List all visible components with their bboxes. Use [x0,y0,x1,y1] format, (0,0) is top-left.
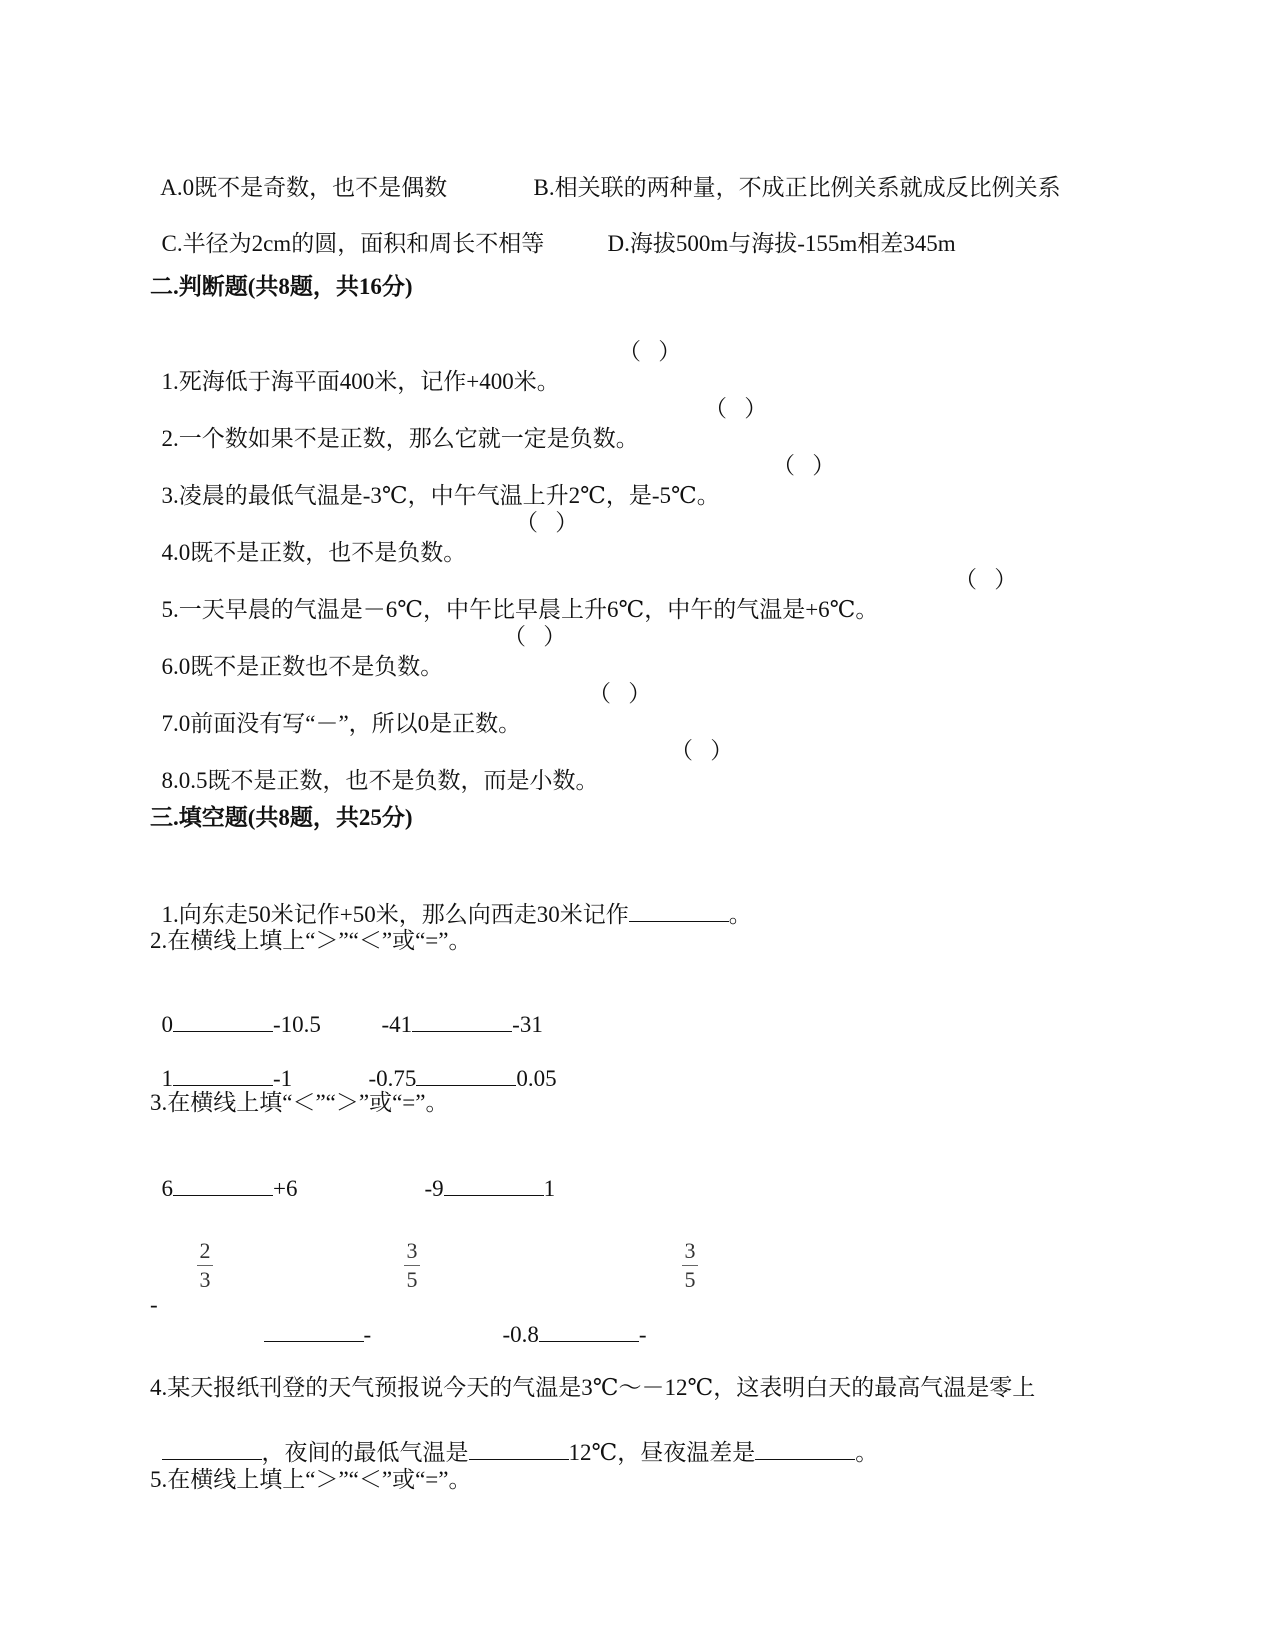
frac3-numerator: 3 [684,1238,696,1263]
section3-heading: 三.填空题(共8题，共25分) [150,805,413,830]
judge-paren-8[interactable]: （ ） [670,738,734,763]
judge-paren-3[interactable]: （ ） [772,453,836,478]
frac1-bar [197,1265,213,1266]
judge-item-8 [150,736,599,796]
judge-item-text: 6.0既不是正数也不是负数。 [161,654,444,679]
q4-mid2: 12℃，昼夜温差是 [568,1440,756,1465]
q2-r2b-right: 0.05 [516,1066,557,1091]
frac3-denominator: 5 [684,1267,696,1292]
judge-item-text: 8.0.5既不是正数，也不是负数，而是小数。 [161,768,599,793]
judge-paren-1[interactable]: （ ） [618,339,682,364]
judge-item-6 [150,622,443,682]
q3-r2b-blank[interactable] [539,1321,639,1342]
judge-item-5 [150,565,878,625]
q3-r1a-blank[interactable] [173,1175,273,1196]
fraction-two-thirds [197,1238,213,1293]
frac2-numerator: 3 [406,1238,418,1263]
q4-blank-2[interactable] [469,1439,569,1460]
q3-r2b-left: -0.8 [502,1322,539,1347]
judge-paren-4[interactable]: （ ） [515,510,579,535]
fill-q1 [150,870,752,930]
frac3-bar [682,1265,698,1266]
q3-r2-minus3: - [638,1322,647,1347]
q1-blank[interactable] [629,901,729,922]
q2-r1a-blank[interactable] [173,1011,273,1032]
judge-item-text: 7.0前面没有写“－”，所以0是正数。 [161,711,522,736]
fill-q5-stem: 5.在横线上填上“＞”“＜”或“=”。 [150,1467,472,1492]
fraction-three-fifths-1 [404,1238,420,1293]
q2-row1-b [370,980,543,1040]
q2-r2b-blank[interactable] [416,1065,516,1086]
frac1-denominator: 3 [199,1267,211,1292]
judge-item-2 [150,394,639,454]
judge-paren-6[interactable]: （ ） [503,624,567,649]
fill-q2-stem: 2.在横线上填上“＞”“＜”或“=”。 [150,928,472,953]
q2-r2a-right: -1 [273,1066,293,1091]
q2-r2a-left: 1 [161,1066,173,1091]
judge-item-text: 5.一天早晨的气温是－6℃，中午比早晨上升6℃，中午的气温是+6℃。 [161,597,879,622]
q2-row2-a [150,1034,292,1094]
q3-r2-minus2: - [363,1322,372,1347]
q3-r1b-left: -9 [424,1176,444,1201]
q4-blank-3[interactable] [755,1439,855,1460]
judge-item-text: 2.一个数如果不是正数，那么它就一定是负数。 [161,426,639,451]
q1-end: 。 [728,902,752,927]
q2-r1b-left: -41 [381,1012,413,1037]
q3-r2-minus1: - [150,1292,158,1317]
frac2-bar [404,1265,420,1266]
judge-item-4 [150,508,466,568]
judge-paren-2[interactable]: （ ） [704,396,768,421]
choice-a: A.0既不是奇数，也不是偶数 [160,175,448,200]
judge-item-3 [150,451,720,511]
q3-r2-b [491,1290,647,1350]
q2-r1b-right: -31 [512,1012,543,1037]
choice-d-wrap [596,199,956,259]
q1-text: 1.向东走50米记作+50米，那么向西走30米记作 [161,902,629,927]
fill-q3-stem: 3.在横线上填“＜”“＞”或“=”。 [150,1090,449,1115]
q3-r1a-right: +6 [273,1176,298,1201]
choice-c: C.半径为2cm的圆，面积和周长不相等 [161,231,545,256]
q2-r1a-left: 0 [161,1012,173,1037]
judge-item-text: 3.凌晨的最低气温是-3℃，中午气温上升2℃，是-5℃。 [161,483,720,508]
choice-d: D.海拔500m与海拔-155m相差345m [607,231,956,256]
section2-heading: 二.判断题(共8题，共16分) [150,274,413,299]
q3-r1a-left: 6 [161,1176,173,1201]
judge-item-text: 1.死海低于海平面400米，记作+400米。 [161,369,560,394]
q3-row1-b [413,1144,555,1204]
fill-q4-line1: 4.某天报纸刊登的天气预报说今天的气温是3℃～－12℃，这表明白天的最高气温是零上 [150,1375,1036,1400]
q3-r2a-blank[interactable] [264,1321,364,1342]
q2-row1-a [150,980,321,1040]
q3-row1-a [150,1144,297,1204]
judge-paren-7[interactable]: （ ） [588,681,652,706]
choice-b-wrap [522,143,1061,203]
q2-r1a-right: -10.5 [273,1012,321,1037]
choice-row-1 [150,143,447,203]
q2-r1b-blank[interactable] [412,1011,512,1032]
q3-r1b-blank[interactable] [444,1175,544,1196]
frac1-numerator: 2 [199,1238,211,1263]
q4-end: 。 [855,1440,879,1465]
q4-blank-1[interactable] [162,1439,262,1460]
choice-row-2 [150,199,544,259]
fill-q4-line2 [150,1408,878,1468]
frac2-denominator: 5 [406,1267,418,1292]
fraction-three-fifths-2 [682,1238,698,1293]
judge-item-1 [150,337,560,397]
q3-r1b-right: 1 [543,1176,556,1201]
choice-b: B.相关联的两种量，不成正比例关系就成反比例关系 [533,175,1061,200]
q2-r2b-left: -0.75 [368,1066,417,1091]
q2-r2a-blank[interactable] [173,1065,273,1086]
q2-row2-b [357,1034,557,1094]
q3-r2-a [252,1290,371,1350]
judge-item-7 [150,679,521,739]
q4-mid1: ，夜间的最低气温是 [261,1440,469,1465]
judge-item-text: 4.0既不是正数，也不是负数。 [161,540,467,565]
judge-paren-5[interactable]: （ ） [954,567,1018,592]
